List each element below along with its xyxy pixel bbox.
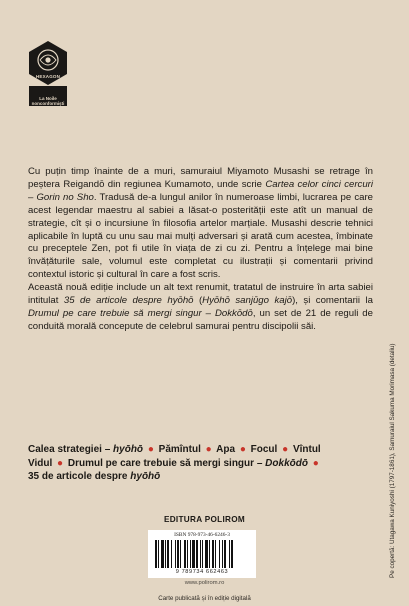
keyword-7: Drumul pe care trebuie să mergi singur – xyxy=(67,457,266,469)
logo-bottom-line-2: nonconformiști xyxy=(31,101,65,106)
p2-text-c: ), și comentarii la xyxy=(292,295,373,307)
logo-bottom-line-1: La Noile xyxy=(39,96,57,101)
keyword-6: Vidul xyxy=(28,457,53,469)
p2-text-a: Această nouă ediție include un alt text renumit, tratatul de instruire în arta sabiei intitulat xyxy=(28,282,373,307)
digital-edition-note: Carte publicată și în ediție digitală xyxy=(158,595,251,602)
keyword-8: 35 de articole despre xyxy=(28,471,131,482)
p2-title-1: 35 de articole despre hyōhō xyxy=(63,295,194,307)
p1-text-b: . Tradusă de-a lungul anilor în numeroase limbi, lucrarea pe care acest legendar maestru al sabiei a lăsat-o posterității este atît un manual de strategie, cît și o incursiune în filosofia artelor marțiale. Musashi descrie tehnici aplicabile în luptă cu unu sau mai mulți adversari și arată cum acestea, îmbinate cu preceptele Zen, pot fi utile în viața de zi cu zi. Pentru a înțelege mai bine învățăturile sale, volumul este completat cu ilustrații și comentarii privind contextul istoric și cultural în care a fost scris. xyxy=(28,191,373,281)
keyword-3: Apa xyxy=(216,444,236,455)
publisher-name: EDITURA POLIROM xyxy=(163,515,246,524)
keyword-1: Calea strategiei – xyxy=(28,444,114,455)
keyword-8-term: hyōhō xyxy=(130,471,161,482)
bullet-icon: ● xyxy=(205,444,212,455)
keyword-7-term: Dokkōdō xyxy=(265,457,308,469)
p2-text-d: , un set de 21 de reguli de conduită morală concepute de celebrul samurai pentru discipolii săi. xyxy=(28,307,373,332)
logo-top-text: HEXAGON xyxy=(35,74,61,79)
keyword-2: Pămîntul xyxy=(158,444,201,455)
barcode-bars-icon xyxy=(155,540,249,568)
p1-book-title: Cartea celor cinci cercuri – Gorin no Sho xyxy=(28,178,373,203)
keyword-4: Focul xyxy=(250,444,278,455)
publisher-website: www.polirom.ro xyxy=(184,580,225,586)
keyword-1-term: hyōhō xyxy=(113,444,144,455)
chapter-keywords xyxy=(28,443,373,484)
publisher-logo xyxy=(26,40,70,108)
book-description xyxy=(28,166,373,334)
logo-bottom-text xyxy=(26,96,70,106)
p2-text-b: ( xyxy=(193,295,203,307)
barcode xyxy=(148,530,256,578)
bullet-icon: ● xyxy=(57,457,64,469)
description-paragraph-1 xyxy=(28,166,373,282)
bullet-icon: ● xyxy=(312,457,319,469)
description-paragraph-2 xyxy=(28,282,373,334)
isbn-text: ISBN 978-973-46-6246-3 xyxy=(174,532,230,538)
p2-title-3: Drumul pe care trebuie să mergi singur – Dokkōdō xyxy=(28,307,253,319)
bullet-icon: ● xyxy=(147,444,154,455)
p2-title-2: Hyōhō sanjūgo kajō xyxy=(202,295,293,307)
p1-text-a: Cu puțin timp înainte de a muri, samuraiul Miyamoto Musashi se retrage în peștera Reigandō din regiunea Kumamoto, unde scrie xyxy=(28,166,373,190)
ean-digits: 9 789734 662463 xyxy=(175,569,229,575)
bullet-icon: ● xyxy=(239,444,246,455)
cover-credit: Pe copertă: Utagawa Kuniyoshi (1797-1861), Samuraiul Sakuma Morimasa (detaliu) xyxy=(389,343,396,578)
keyword-5: Vîntul xyxy=(292,444,321,455)
bullet-icon: ● xyxy=(282,444,289,455)
